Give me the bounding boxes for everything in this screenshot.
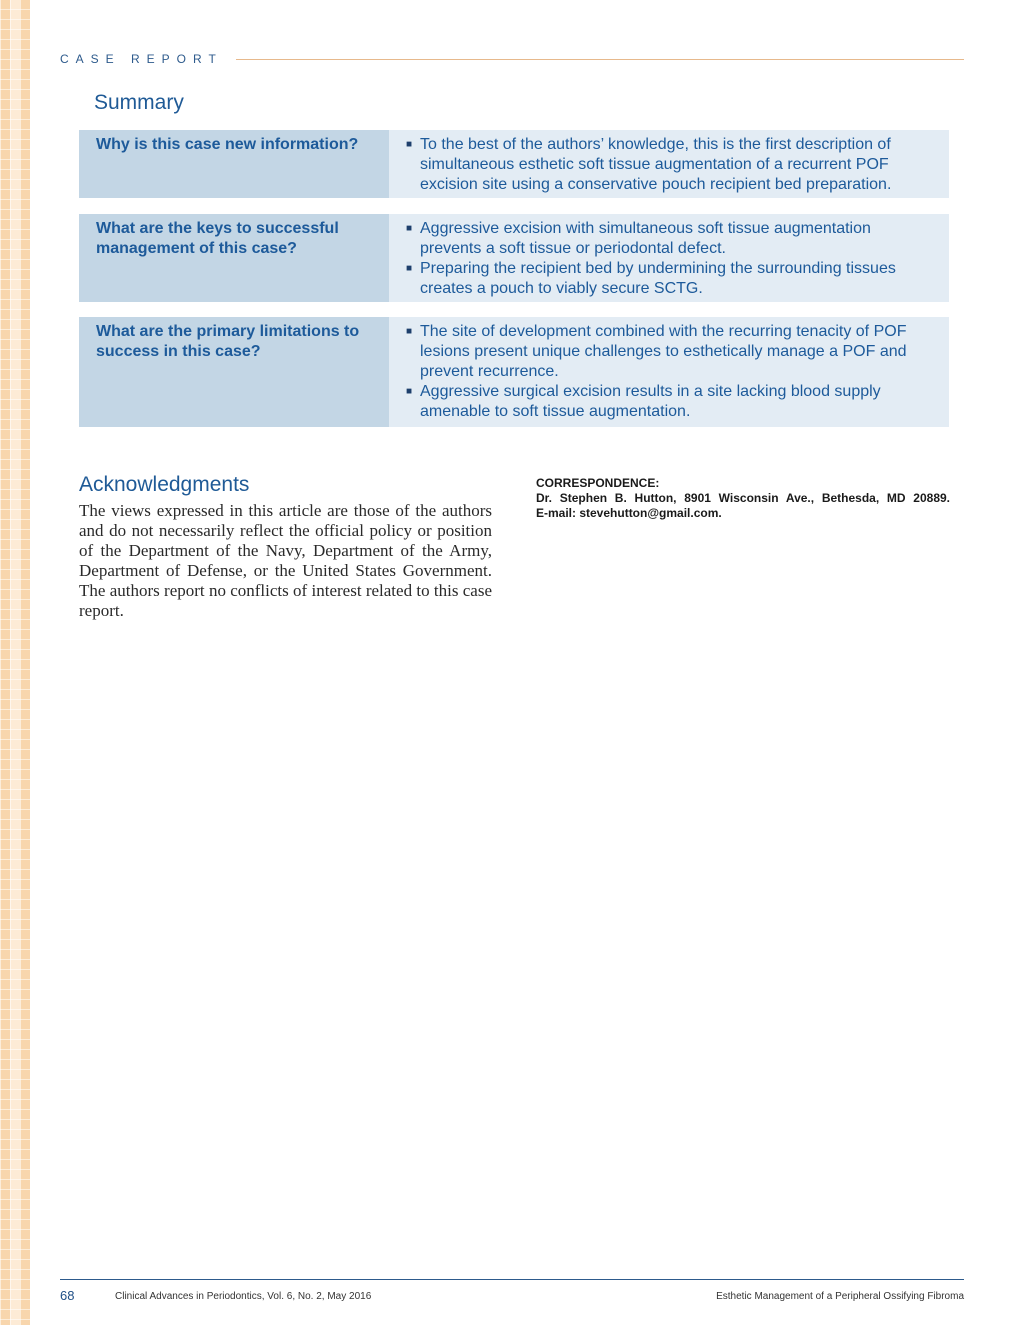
summary-answer: [389, 130, 949, 198]
summary-bullet: ■ The site of development combined with the recurring tenacity of POF lesions present unique challenges to esthetically manage a POF and prevent recurrence.: [406, 323, 907, 380]
journal-citation: Clinical Advances in Periodontics, Vol. 6, No. 2, May 2016: [115, 1291, 372, 1302]
footer-divider: [60, 1279, 964, 1280]
summary-bullet: ■ Aggressive excision with simultaneous soft tissue augmentation prevents a soft tissue or periodontal defect.: [406, 220, 871, 257]
summary-question: What are the keys to successful management of this case?: [79, 214, 389, 302]
summary-heading: Summary: [94, 91, 184, 114]
summary-row: [79, 317, 949, 427]
square-bullet-icon: ■: [406, 386, 413, 397]
header-divider: [236, 59, 964, 60]
summary-answer: [389, 317, 949, 427]
running-title: Esthetic Management of a Peripheral Ossifying Fibroma: [716, 1291, 964, 1302]
summary-row: [79, 130, 949, 198]
summary-bullet: ■ Preparing the recipient bed by undermining the surrounding tissues creates a pouch to viably secure SCTG.: [406, 260, 896, 297]
square-bullet-icon: ■: [406, 223, 413, 234]
summary-question: Why is this case new information?: [79, 130, 389, 198]
summary-row: [79, 214, 949, 302]
correspondence-block: [536, 476, 950, 521]
square-bullet-icon: ■: [406, 139, 413, 150]
page-number: 68: [60, 1288, 75, 1303]
section-label: CASE REPORT: [60, 52, 223, 66]
summary-bullet: ■ To the best of the authors’ knowledge, this is the first description of simultaneous esthetic soft tissue augmentation of a recurrent POF excision site using a conservative pouch recipient bed preparation.: [406, 136, 892, 193]
summary-question: What are the primary limitations to success in this case?: [79, 317, 389, 427]
square-bullet-icon: ■: [406, 326, 413, 337]
acknowledgments-heading: Acknowledgments: [79, 473, 250, 496]
correspondence-address: Dr. Stephen B. Hutton, 8901 Wisconsin Ave., Bethesda, MD 20889.: [536, 491, 950, 505]
decorative-side-strip: [0, 0, 30, 1325]
acknowledgments-text: The views expressed in this article are those of the authors and do not necessarily reflect the official policy or position of the Department of the Navy, Department of the Army, Department of Defense, or the United States Government. The authors report no conflicts of interest related to this case report.: [79, 501, 492, 620]
correspondence-label: CORRESPONDENCE:: [536, 476, 660, 490]
summary-bullet: ■ Aggressive surgical excision results in a site lacking blood supply amenable to soft tissue augmentation.: [406, 383, 881, 420]
summary-answer: [389, 214, 949, 302]
square-bullet-icon: ■: [406, 263, 413, 274]
correspondence-email: E-mail: stevehutton@gmail.com.: [536, 506, 722, 520]
